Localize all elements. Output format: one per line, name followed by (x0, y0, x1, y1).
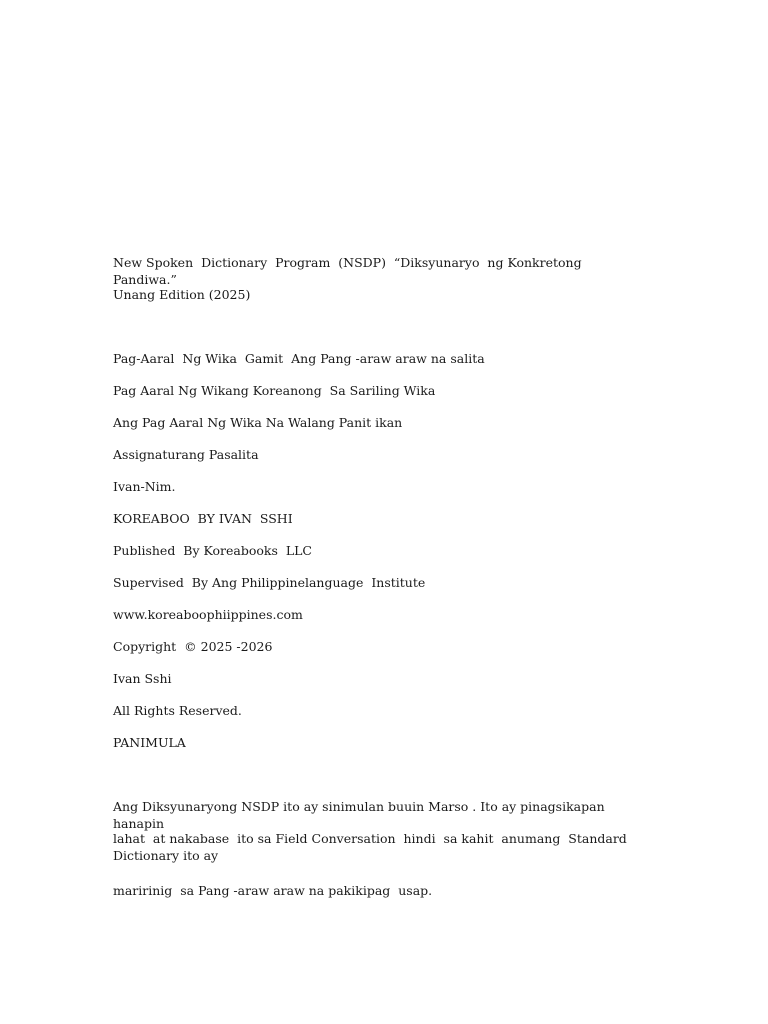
section-heading: PANIMULA (113, 735, 186, 750)
subtitle-line-3: Ang Pag Aaral Ng Wika Na Walang Panit ikan (113, 415, 403, 430)
paragraph-line-2: lahat at nakabase ito sa Field Conversation hindi sa kahit anumang Standard Dictionary ito ay (113, 831, 635, 863)
subtitle-line-2: Pag Aaral Ng Wikang Koreanong Sa Sariling Wika (113, 383, 436, 398)
edition-line: Unang Edition (2025) (113, 287, 251, 302)
author-name-line: Ivan Sshi (113, 671, 172, 686)
brand-author-line: KOREABOO BY IVAN SSHI (113, 511, 293, 526)
rights-line: All Rights Reserved. (113, 703, 242, 718)
program-title-line: New Spoken Dictionary Program (NSDP) “Diksyunaryo ng Konkretong Pandiwa.” (113, 255, 590, 287)
publisher-line: Published By Koreabooks LLC (113, 543, 312, 558)
subtitle-line-1: Pag-Aaral Ng Wika Gamit Ang Pang -araw araw na salita (113, 351, 485, 366)
author-nickname-line: Ivan-Nim. (113, 479, 176, 494)
paragraph-line-3: maririnig sa Pang -araw araw na pakikipag usap. (113, 883, 433, 898)
copyright-line: Copyright © 2025 -2026 (113, 639, 273, 654)
paragraph-line-1: Ang Diksyunaryong NSDP ito ay sinimulan buuin Marso . Ito ay pinagsikapan hanapin (113, 799, 609, 831)
supervisor-line: Supervised By Ang Philippinelanguage Institute (113, 575, 426, 590)
subject-line: Assignaturang Pasalita (113, 447, 259, 462)
website-line: www.koreaboophiippines.com (113, 607, 303, 622)
